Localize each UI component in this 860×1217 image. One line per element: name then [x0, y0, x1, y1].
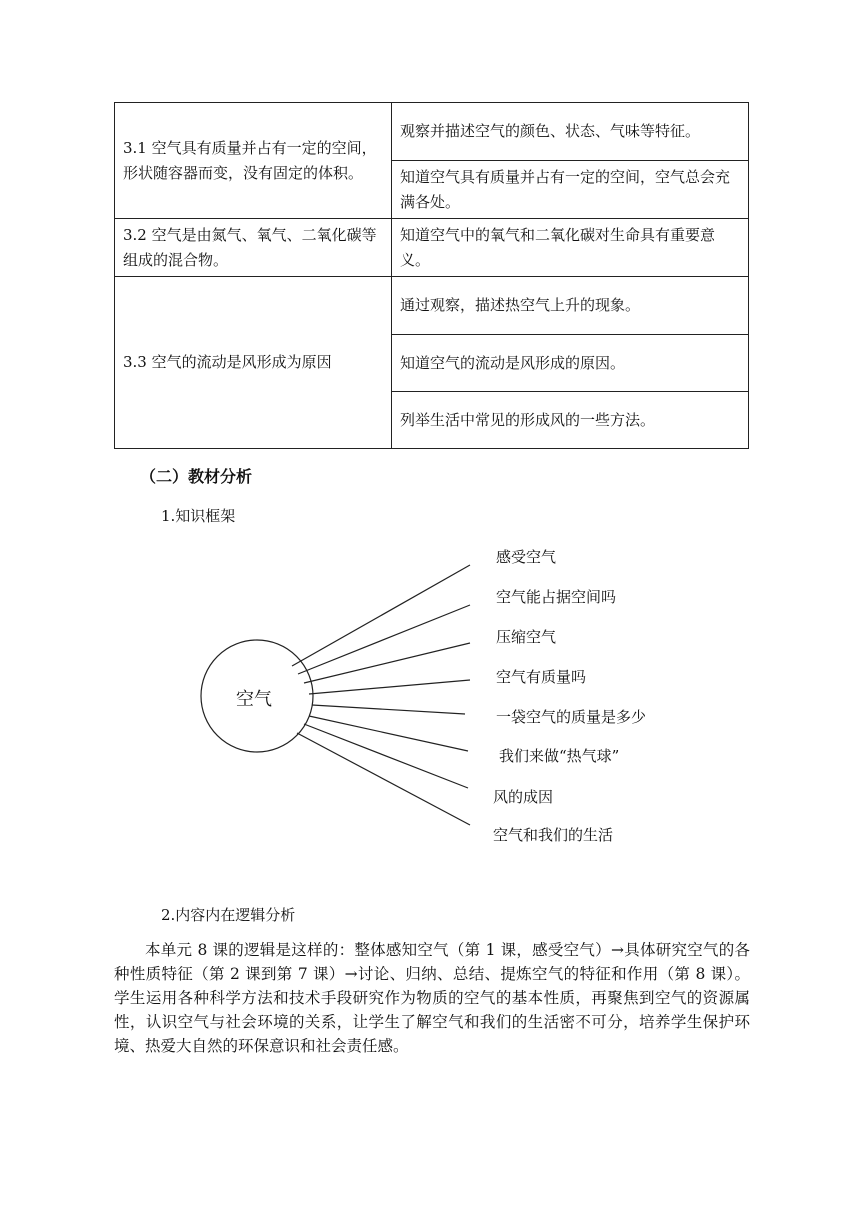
mindmap-branch-label: 空气能占据空间吗	[496, 588, 617, 606]
knowledge-framework-heading: 1.知识框架	[161, 507, 236, 525]
standard-item: 通过观察，描述热空气上升的现象。	[392, 277, 749, 335]
standard-item: 列举生活中常见的形成风的一些方法。	[392, 392, 749, 449]
mindmap-branch-label: 感受空气	[496, 548, 557, 566]
standard-item: 知道空气中的氧气和二氧化碳对生命具有重要意义。	[392, 219, 749, 277]
mindmap-branch-label: 空气有质量吗	[496, 668, 587, 686]
standard-topic-3-3: 3.3 空气的流动是风形成为原因	[115, 277, 392, 449]
table-row	[115, 277, 749, 335]
mindmap-branch-label: 空气和我们的生活	[493, 826, 614, 844]
mindmap-branch-label: 一袋空气的质量是多少	[496, 708, 647, 726]
table-row	[115, 103, 749, 161]
mindmap-branch-label: 风的成因	[493, 788, 554, 806]
curriculum-standards-table	[114, 102, 749, 449]
mindmap-branch-label: 我们来做“热气球”	[499, 747, 620, 765]
logic-analysis-paragraph: 本单元 8 课的逻辑是这样的：整体感知空气（第 1 课，感受空气）→具体研究空气的各种性质特征（第 2 课到第 7 课）→讨论、归纳、总结、提炼空气的特征和作用（第 8 课）。学生运用各种科学方法和技术手段研究作为物质的空气的基本性质，再聚焦到空气的资源属性，认识空气与社会环境的关系，让学生了解空气和我们的生活密不可分，培养学生保护环境、热爱大自然的环保意识和社会责任感。	[114, 941, 750, 1055]
branch-line	[297, 733, 470, 825]
branch-line	[304, 724, 468, 788]
standard-item: 知道空气的流动是风形成的原因。	[392, 335, 749, 392]
branch-line	[312, 705, 465, 714]
branch-line	[292, 565, 470, 666]
branch-line	[309, 680, 470, 694]
branch-line	[298, 605, 470, 674]
section-heading: （二）教材分析	[140, 467, 253, 486]
branch-line	[309, 716, 468, 751]
standard-item: 知道空气具有质量并占有一定的空间，空气总会充满各处。	[392, 161, 749, 219]
branch-line	[304, 643, 470, 683]
logic-analysis-heading: 2.内容内在逻辑分析	[161, 906, 296, 924]
standard-item: 观察并描述空气的颜色、状态、气味等特征。	[392, 103, 749, 161]
standard-topic-3-2: 3.2 空气是由氮气、氧气、二氧化碳等组成的混合物。	[115, 219, 392, 277]
mindmap-center-label: 空气	[236, 689, 272, 710]
table-row	[115, 219, 749, 277]
standard-topic-3-1: 3.1 空气具有质量并占有一定的空间，形状随容器而变，没有固定的体积。	[115, 103, 392, 219]
mindmap-branch-label: 压缩空气	[496, 628, 557, 646]
